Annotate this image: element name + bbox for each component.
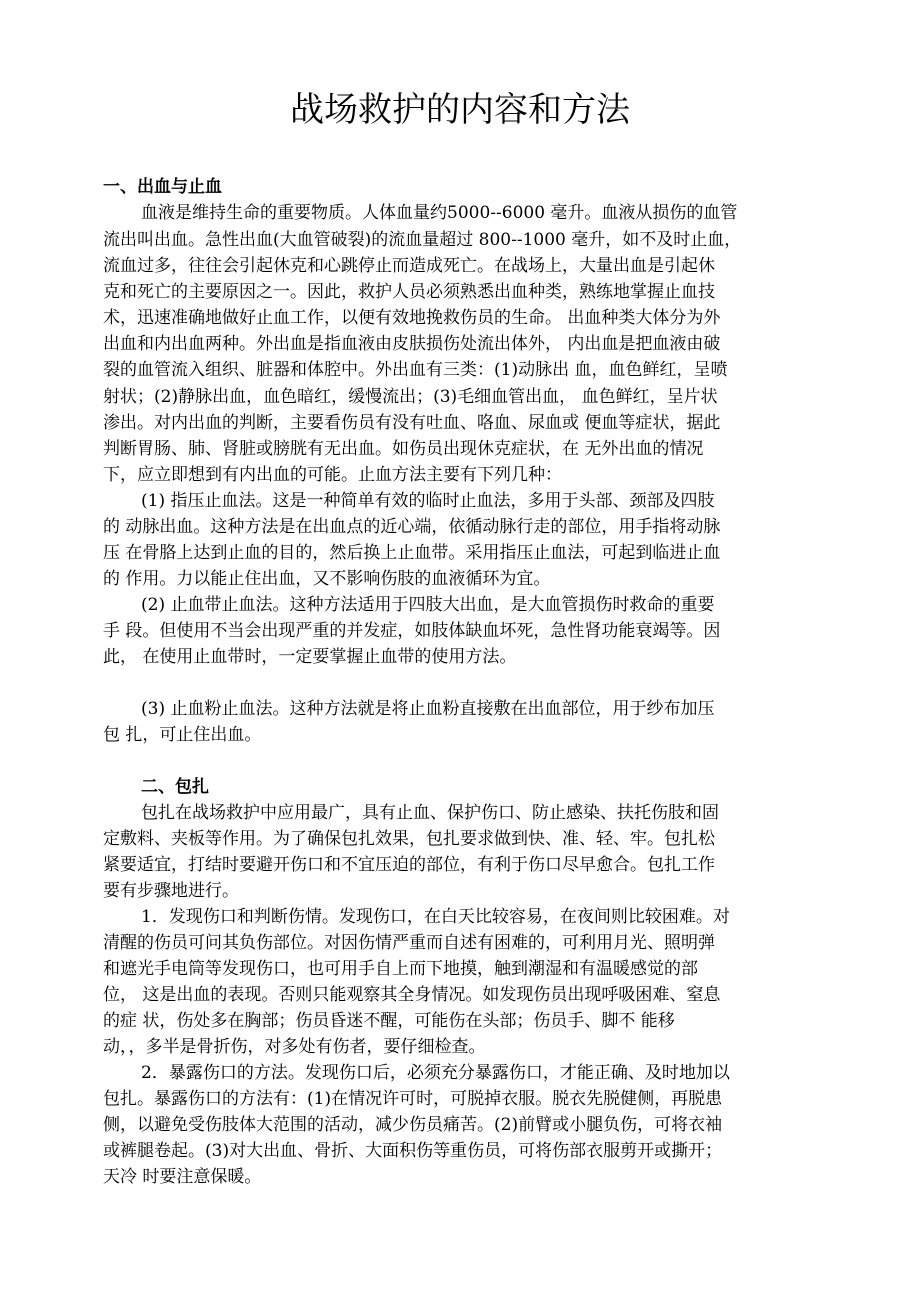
text-line: 侧，以避免受伤肢体大范围的活动，减少伤员痛苦。(2)前臂或小腿负伤，可将衣袖 <box>103 1115 723 1135</box>
text-line: 射状；(2)静脉出血，血色暗红，缓慢流出；(3)毛细血管出血， 血色鲜红，呈片状 <box>103 387 718 407</box>
text-line: 的 动脉出血。这种方法是在出血点的近心端，依循动脉行走的部位，用手指将动脉 <box>103 517 721 537</box>
text-line: 紧要适宜，打结时要避开伤口和不宜压迫的部位，有利于伤口尽早愈合。包扎工作 <box>103 855 715 875</box>
text-line: 2．暴露伤口的方法。发现伤口后，必须充分暴露伤口，才能正确、及时地加以 <box>141 1063 730 1083</box>
text-line: 流出叫出血。急性出血(大血管破裂)的流血量超过 800--1000 毫升，如不及时止血， <box>103 230 742 250</box>
text-line: 下，应立即想到有内出血的可能。止血方法主要有下列几种： <box>103 465 562 485</box>
text-line: 压 在骨胳上达到止血的目的，然后换上止血带。采用指压止血法，可起到临进止血 <box>103 543 721 563</box>
text-line: 包扎在战场救护中应用最广，具有止血、保护伤口、防止感染、扶托伤肢和固 <box>141 803 719 823</box>
text-line: 的症 状，伤处多在胸部；伤员昏迷不醒，可能伤在头部；伤员手、脚不 能移 <box>103 1011 675 1031</box>
text-line: 出血和内出血两种。外出血是指血液由皮肤损伤处流出体外， 内出血是把血液由破 <box>103 334 721 354</box>
text-line: 动，，多半是骨折伤，对多处有伤者，要仔细检查。 <box>103 1037 486 1057</box>
text-line: 清醒的伤员可问其负伤部位。对因伤情严重而自述有困难的，可利用月光、照明弹 <box>103 933 715 953</box>
page-title: 战场救护的内容和方法 <box>290 90 630 130</box>
text-line: (1) 指压止血法。这是一种简单有效的临时止血法，多用于头部、颈部及四肢 <box>141 491 715 511</box>
text-line: 包扎。暴露伤口的方法有：(1)在情况许可时，可脱掉衣服。脱衣先脱健侧，再脱患 <box>103 1089 723 1109</box>
text-line: 包 扎，可止住出血。 <box>103 725 262 745</box>
text-line: 渗出。对内出血的判断，主要看伤员有没有吐血、咯血、尿血或 便血等症状，据此 <box>103 413 721 433</box>
text-line: 克和死亡的主要原因之一。因此，救护人员必须熟悉出血种类，熟练地掌握止血技 <box>103 282 715 302</box>
section-heading-bandaging: 二、包扎 <box>141 777 209 797</box>
text-line: 判断胃肠、肺、肾脏或膀胱有无出血。如伤员出现休克症状，在 无外出血的情况 <box>103 439 704 459</box>
text-line: 和遮光手电筒等发现伤口，也可用手自上而下地摸，触到潮湿和有温暖感觉的部 <box>103 959 698 979</box>
text-line: 的 作用。力以能止住出血，又不影响伤肢的血液循环为宜。 <box>103 569 551 589</box>
text-line: 要有步骤地进行。 <box>103 881 239 901</box>
text-line: 位， 这是出血的表现。否则只能观察其全身情况。如发现伤员出现呼吸困难、窒息 <box>103 985 721 1005</box>
text-line: 或裤腿卷起。(3)对大出血、骨折、大面积伤等重伤员，可将伤部衣服剪开或撕开； <box>103 1141 723 1161</box>
text-line: (2) 止血带止血法。这种方法适用于四肢大出血，是大血管损伤时救命的重要 <box>141 595 715 615</box>
text-line: (3) 止血粉止血法。这种方法就是将止血粉直接敷在出血部位，用于纱布加压 <box>141 699 715 719</box>
text-line: 天冷 时要注意保暖。 <box>103 1167 262 1187</box>
text-line: 流血过多，往往会引起休克和心跳停止而造成死亡。在战场上，大量出血是引起休 <box>103 256 715 276</box>
section-heading-bleeding: 一、出血与止血 <box>103 177 222 197</box>
text-line: 1．发现伤口和判断伤情。发现伤口，在白天比较容易，在夜间则比较困难。对 <box>141 907 730 927</box>
text-line: 定敷料、夹板等作用。为了确保包扎效果，包扎要求做到快、准、轻、牢。包扎松 <box>103 829 715 849</box>
text-line: 此， 在使用止血带时，一定要掌握止血带的使用方法。 <box>103 647 517 667</box>
text-line: 术，迅速准确地做好止血工作，以便有效地挽救伤员的生命。 出血种类大体分为外 <box>103 308 721 328</box>
text-line: 手 段。但使用不当会出现严重的并发症，如肢体缺血坏死，急性肾功能衰竭等。因 <box>103 621 721 641</box>
text-line: 裂的血管流入组织、脏器和体腔中。外出血有三类：(1)动脉出 血，血色鲜红，呈喷 <box>103 360 728 380</box>
text-line: 血液是维持生命的重要物质。人体血量约5000--6000 毫升。血液从损伤的血管 <box>141 203 738 223</box>
